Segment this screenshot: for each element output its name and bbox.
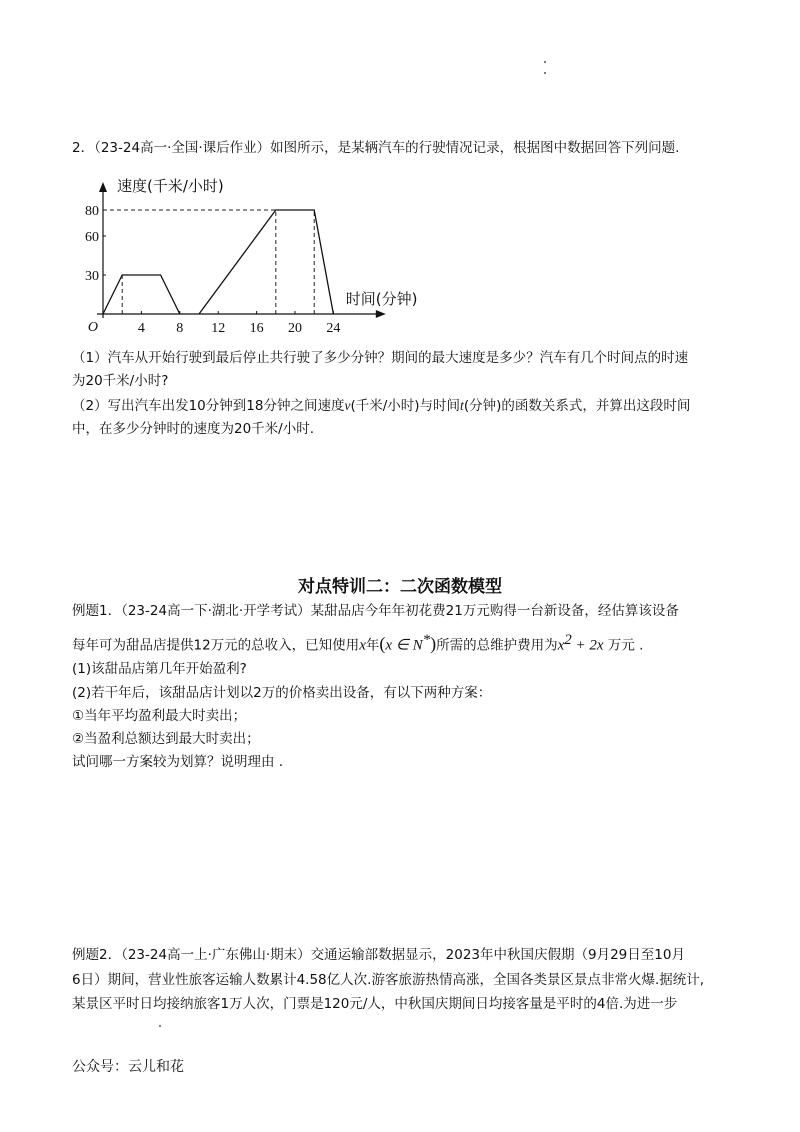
ex1-line2 <box>72 630 643 656</box>
scan-dot <box>544 72 546 74</box>
ex1-text-a: 每年可为甜品店提供12万元的总收入，已知使用 <box>72 637 360 654</box>
ex1-option1: ①当年平均盈利最大时卖出； <box>72 708 247 724</box>
scan-dot <box>159 1025 161 1027</box>
domain-star: * <box>422 632 431 648</box>
ex2-line2: 6日）期间，营业性旅客运输人数累计4.58亿人次.游客旅游热情高涨，全国各类景区景点非常火爆.据统计, <box>72 972 705 988</box>
q2-sub1-line1: （1）汽车从开始行驶到最后停止共行驶了多少分钟？期间的最大速度是多少？汽车有几个时间点的时速 <box>72 350 689 366</box>
paren-open: ( <box>379 633 386 654</box>
y-tick-label: 60 <box>85 230 99 245</box>
ex1-text-b: 年 <box>365 637 380 654</box>
x-tick-label: 8 <box>176 321 184 336</box>
ex1-ask: 试问哪一方案较为划算？说明理由 . <box>72 754 284 770</box>
q2-sub1-line2: 为20千米/小时? <box>72 373 169 389</box>
ex1-q1: (1)该甜品店第几年开始盈利? <box>72 661 247 677</box>
y-axis-arrow <box>99 182 107 192</box>
ex1-text-c: 所需的总维护费用为 <box>436 637 558 654</box>
ex1-option2: ②当盈利总额达到最大时卖出； <box>72 731 260 747</box>
y-axis-label: 速度(千米/小时) <box>117 177 224 195</box>
ex1-text-d: 万元 . <box>603 637 644 654</box>
speed-series-line <box>199 210 333 314</box>
x-axis-label: 时间(分钟) <box>345 290 418 308</box>
ex1-q2: (2)若干年后，该甜品店计划以2万的价格卖出设备，有以下两种方案： <box>72 685 492 701</box>
x-tick-label: 24 <box>326 321 341 336</box>
var-x: x <box>359 637 366 654</box>
q2-sub2-line1 <box>72 396 690 416</box>
scan-dot <box>544 61 546 63</box>
y-tick-label: 80 <box>85 204 99 219</box>
x-tick-label: 16 <box>249 321 264 336</box>
q2-header: 2．（23-24高一·全国·课后作业）如图所示，是某辆汽车的行驶情况记录，根据图中数据回答下列问题. <box>72 140 680 156</box>
var-v: v <box>344 398 351 413</box>
x-axis-arrow <box>376 310 386 318</box>
footer-wechat: 公众号：云儿和花 <box>72 1059 184 1075</box>
var-t: t <box>460 398 464 413</box>
speed-time-chart <box>80 172 418 336</box>
x-tick-label: 20 <box>288 321 302 336</box>
q2-sub2-text-b: (千米/小时)与时间 <box>350 398 461 414</box>
expr-exponent: 2 <box>564 632 572 648</box>
q2-sub2-text-a: （2）写出汽车出发10分钟到18分钟之间速度 <box>72 398 345 414</box>
section-title: 对点特训二：二次函数模型 <box>298 577 502 597</box>
y-tick-label: 30 <box>85 269 99 284</box>
ex2-line3: 某景区平时日均接纳旅客1万人次，门票是120元/人，中秋国庆期间日均接客量是平时的4倍.为进一步 <box>72 996 678 1012</box>
domain-condition: x ∈ N <box>385 637 423 654</box>
speed-series-line <box>103 275 180 314</box>
q2-sub2-text-c: (分钟)的函数关系式，并算出这段时间 <box>463 398 691 414</box>
x-tick-label: 4 <box>137 321 145 336</box>
ex1-line1: 例题1．（23-24高一下·湖北·开学考试）某甜品店今年年初花费21万元购得一台新设备，经估算该设备 <box>72 603 679 619</box>
x-tick-label: 12 <box>211 321 226 336</box>
origin-label: O <box>87 320 98 335</box>
ex2-line1: 例题2．（23-24高一上·广东佛山·期末）交通运输部数据显示，2023年中秋国庆假期（9月29日至10月 <box>72 947 685 963</box>
expr-rest: + 2x <box>571 637 604 654</box>
q2-sub2-line2: 中，在多少分钟时的速度为20千米/小时. <box>72 421 315 437</box>
expr-base: x <box>557 637 565 654</box>
paren-close: ) <box>430 633 437 654</box>
